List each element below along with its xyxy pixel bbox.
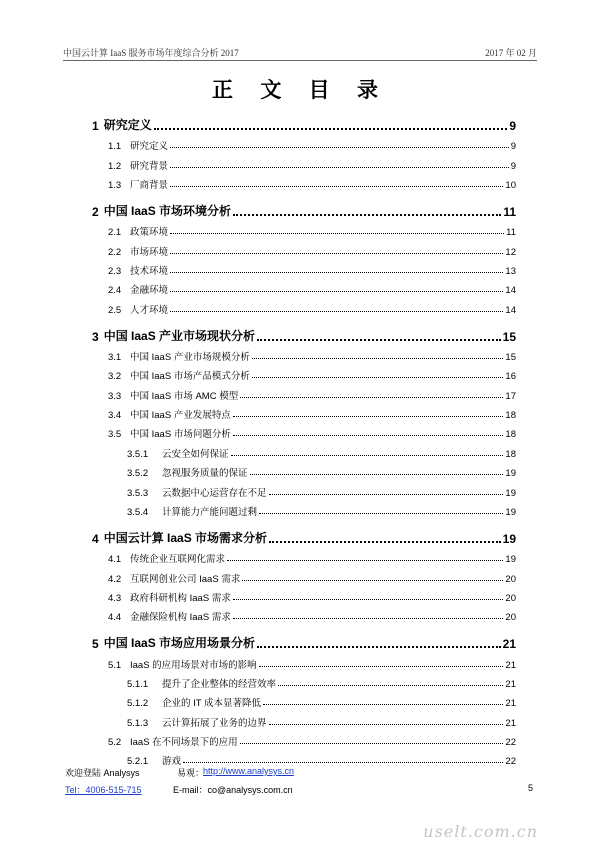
toc-entry[interactable] bbox=[92, 623, 516, 651]
toc-entry[interactable] bbox=[92, 258, 516, 277]
toc-entry-number: 5.1.1 bbox=[127, 678, 149, 690]
toc-entry-number: 3.3 bbox=[108, 390, 122, 402]
toc-entry-number: 3.2 bbox=[108, 371, 122, 383]
toc-entry-number: 4.2 bbox=[108, 573, 122, 585]
toc-entry-title: 研究背景 bbox=[130, 160, 169, 172]
toc-entry-page: 21 bbox=[505, 659, 516, 671]
table-of-contents bbox=[92, 112, 516, 767]
toc-dot-leader bbox=[252, 376, 504, 378]
toc-entry-page: 18 bbox=[505, 448, 516, 460]
toc-dot-leader bbox=[183, 761, 503, 763]
toc-entry-number: 5.1 bbox=[108, 659, 122, 671]
toc-entry[interactable] bbox=[92, 729, 516, 748]
toc-entry-number: 5 bbox=[92, 637, 99, 652]
toc-dot-leader bbox=[259, 512, 503, 514]
toc-entry-number: 5.1.2 bbox=[127, 698, 149, 710]
toc-dot-leader bbox=[170, 146, 509, 148]
toc-dot-leader bbox=[170, 310, 503, 312]
toc-entry-number: 2.1 bbox=[108, 227, 122, 239]
toc-dot-leader bbox=[257, 338, 501, 341]
toc-entry-title: 云安全如何保证 bbox=[162, 448, 229, 460]
toc-entry-number: 3.4 bbox=[108, 410, 122, 422]
toc-entry[interactable] bbox=[92, 518, 516, 546]
toc-entry[interactable] bbox=[92, 296, 516, 315]
toc-entry[interactable] bbox=[92, 748, 516, 767]
toc-entry-number: 3.5.4 bbox=[127, 506, 149, 518]
header-divider bbox=[63, 60, 537, 61]
toc-entry-number: 3.1 bbox=[108, 352, 122, 364]
toc-entry-page: 19 bbox=[505, 468, 516, 480]
toc-dot-leader bbox=[233, 434, 504, 436]
toc-entry[interactable] bbox=[92, 585, 516, 604]
toc-entry[interactable] bbox=[92, 172, 516, 191]
toc-entry-page: 19 bbox=[505, 487, 516, 499]
toc-entry-page: 19 bbox=[505, 554, 516, 566]
toc-entry-page: 22 bbox=[505, 736, 516, 748]
toc-entry-number: 3 bbox=[92, 329, 99, 344]
toc-dot-leader bbox=[269, 723, 504, 725]
toc-entry[interactable] bbox=[92, 604, 516, 623]
toc-dot-leader bbox=[170, 185, 503, 187]
toc-entry-number: 2 bbox=[92, 205, 99, 220]
toc-entry-page: 11 bbox=[503, 205, 516, 220]
toc-dot-leader bbox=[278, 684, 503, 686]
toc-entry[interactable] bbox=[92, 344, 516, 363]
toc-entry-title: 厂商背景 bbox=[130, 180, 169, 192]
toc-entry-page: 22 bbox=[505, 756, 516, 768]
page-title: 正 文 目 录 bbox=[212, 77, 388, 102]
toc-entry[interactable] bbox=[92, 671, 516, 690]
toc-entry[interactable] bbox=[92, 460, 516, 479]
footer-phone-link[interactable]: Tel：4006-515-715 bbox=[65, 785, 142, 795]
toc-entry[interactable] bbox=[92, 440, 516, 459]
toc-entry-number: 3.5.2 bbox=[127, 468, 149, 480]
toc-entry-page: 20 bbox=[505, 592, 516, 604]
footer-website-link[interactable]: http://www.analysys.cn bbox=[203, 766, 295, 776]
toc-entry[interactable] bbox=[92, 363, 516, 382]
toc-entry-page: 9 bbox=[509, 119, 516, 133]
toc-dot-leader bbox=[227, 559, 503, 561]
toc-entry-title: 云数据中心运营存在不足 bbox=[162, 487, 267, 499]
toc-entry-title: 提升了企业整体的经营效率 bbox=[162, 678, 277, 690]
toc-entry-page: 15 bbox=[505, 352, 516, 364]
header-report-title: 中国云计算 IaaS 服务市场年度综合分析 2017 bbox=[63, 48, 239, 58]
toc-entry-title: 中国 IaaS 市场 AMC 模型 bbox=[130, 390, 239, 402]
toc-entry-number: 4.1 bbox=[108, 554, 122, 566]
toc-entry-number: 3.5 bbox=[108, 429, 122, 441]
toc-entry-page: 14 bbox=[505, 285, 516, 297]
toc-entry[interactable] bbox=[92, 238, 516, 257]
toc-entry-title: 中国 IaaS 市场环境分析 bbox=[103, 204, 232, 219]
toc-entry[interactable] bbox=[92, 152, 516, 171]
toc-dot-leader bbox=[252, 357, 504, 359]
page-header bbox=[63, 46, 537, 60]
toc-entry[interactable] bbox=[92, 651, 516, 670]
toc-dot-leader bbox=[170, 166, 509, 168]
toc-entry[interactable] bbox=[92, 565, 516, 584]
toc-dot-leader bbox=[259, 665, 504, 667]
toc-entry-number: 1.3 bbox=[108, 180, 122, 192]
toc-entry-number: 2.5 bbox=[108, 304, 122, 316]
toc-entry-title: 中国云计算 IaaS 市场需求分析 bbox=[103, 530, 268, 545]
toc-dot-leader bbox=[263, 703, 503, 705]
watermark: uselt.com.cn bbox=[423, 822, 538, 841]
toc-entry-page: 12 bbox=[505, 246, 516, 258]
toc-entry[interactable] bbox=[92, 316, 516, 344]
toc-dot-leader bbox=[233, 598, 504, 600]
toc-dot-leader bbox=[250, 473, 504, 475]
toc-entry-page: 9 bbox=[510, 160, 516, 172]
toc-entry[interactable] bbox=[92, 402, 516, 421]
toc-dot-leader bbox=[233, 213, 501, 216]
toc-entry[interactable] bbox=[92, 133, 516, 152]
toc-entry[interactable] bbox=[92, 499, 516, 518]
toc-entry-title: 金融保险机构 IaaS 需求 bbox=[130, 612, 231, 624]
toc-entry-page: 21 bbox=[505, 717, 516, 729]
toc-entry-number: 4.4 bbox=[108, 612, 122, 624]
toc-entry-page: 11 bbox=[506, 227, 516, 239]
toc-entry-title: 忽视服务质量的保证 bbox=[162, 468, 248, 480]
toc-entry-number: 1.1 bbox=[108, 141, 122, 153]
toc-entry-page: 21 bbox=[505, 678, 516, 690]
page-footer bbox=[63, 766, 537, 800]
page-number: 5 bbox=[527, 783, 533, 793]
toc-entry-page: 20 bbox=[505, 573, 516, 585]
toc-entry-title: 中国 IaaS 产业市场现状分析 bbox=[103, 328, 256, 343]
toc-entry[interactable] bbox=[92, 709, 516, 728]
toc-entry-page: 10 bbox=[505, 180, 516, 192]
toc-entry-title: 中国 IaaS 市场应用场景分析 bbox=[103, 636, 256, 651]
toc-entry-page: 18 bbox=[505, 429, 516, 441]
toc-entry[interactable] bbox=[92, 112, 516, 133]
toc-entry-number: 5.2.1 bbox=[127, 756, 149, 768]
toc-entry-number: 1 bbox=[92, 119, 99, 133]
toc-entry[interactable] bbox=[92, 421, 516, 440]
toc-dot-leader bbox=[242, 579, 503, 581]
toc-entry[interactable] bbox=[92, 546, 516, 565]
toc-dot-leader bbox=[233, 415, 504, 417]
toc-entry-title: 互联网创业公司 IaaS 需求 bbox=[130, 573, 241, 585]
toc-dot-leader bbox=[170, 232, 504, 234]
toc-entry-number: 4.3 bbox=[108, 592, 122, 604]
toc-entry-title: 企业的 IT 成本显著降低 bbox=[162, 698, 262, 710]
toc-entry[interactable] bbox=[92, 219, 516, 238]
footer-welcome: 欢迎登陆 Analysys bbox=[65, 768, 140, 778]
toc-dot-leader bbox=[231, 454, 504, 456]
toc-entry-title: 技术环境 bbox=[130, 266, 169, 278]
toc-entry-title: 传统企业互联网化需求 bbox=[130, 554, 226, 566]
toc-entry-title: 政府科研机构 IaaS 需求 bbox=[130, 592, 231, 604]
toc-entry-page: 21 bbox=[505, 698, 516, 710]
toc-entry-title: IaaS 在不同场景下的应用 bbox=[130, 736, 238, 748]
toc-entry-number: 3.5.3 bbox=[127, 487, 149, 499]
toc-dot-leader bbox=[233, 617, 504, 619]
toc-entry-page: 20 bbox=[505, 612, 516, 624]
toc-entry[interactable] bbox=[92, 382, 516, 401]
toc-entry-number: 5.2 bbox=[108, 736, 122, 748]
toc-entry-page: 15 bbox=[502, 329, 516, 344]
toc-dot-leader bbox=[240, 742, 504, 744]
toc-entry-title: 计算能力产能问题过剩 bbox=[162, 506, 258, 518]
toc-dot-leader bbox=[240, 396, 503, 398]
toc-entry-title: 游戏 bbox=[162, 756, 182, 768]
toc-entry[interactable] bbox=[92, 479, 516, 498]
toc-entry[interactable] bbox=[92, 690, 516, 709]
toc-entry-title: 中国 IaaS 产业发展特点 bbox=[130, 410, 231, 422]
footer-site-label: 易观： bbox=[177, 768, 205, 778]
toc-dot-leader bbox=[154, 127, 508, 130]
toc-dot-leader bbox=[257, 645, 501, 648]
toc-entry-number: 3.5.1 bbox=[127, 448, 149, 460]
toc-entry-title: 研究定义 bbox=[103, 118, 152, 132]
toc-entry-page: 19 bbox=[505, 506, 516, 518]
toc-entry-page: 13 bbox=[505, 266, 516, 278]
toc-dot-leader bbox=[170, 271, 503, 273]
toc-entry-title: IaaS 的应用场景对市场的影响 bbox=[130, 659, 257, 671]
toc-entry-page: 14 bbox=[505, 304, 516, 316]
toc-entry-page: 18 bbox=[505, 410, 516, 422]
toc-entry-number: 2.2 bbox=[108, 246, 122, 258]
toc-entry-page: 16 bbox=[505, 371, 516, 383]
toc-entry-title: 中国 IaaS 市场问题分析 bbox=[130, 429, 231, 441]
toc-entry-title: 人才环境 bbox=[130, 304, 169, 316]
toc-dot-leader bbox=[269, 540, 501, 543]
toc-entry-number: 4 bbox=[92, 531, 99, 546]
toc-entry-number: 5.1.3 bbox=[127, 717, 149, 729]
toc-dot-leader bbox=[269, 493, 504, 495]
toc-entry-title: 市场环境 bbox=[130, 246, 169, 258]
toc-entry-page: 21 bbox=[502, 637, 516, 652]
toc-dot-leader bbox=[170, 252, 503, 254]
toc-entry-number: 2.3 bbox=[108, 266, 122, 278]
toc-entry-title: 政策环境 bbox=[130, 227, 169, 239]
toc-entry[interactable] bbox=[92, 277, 516, 296]
toc-entry-title: 云计算拓展了业务的边界 bbox=[162, 717, 267, 729]
toc-entry[interactable] bbox=[92, 191, 516, 219]
toc-entry-title: 金融环境 bbox=[130, 285, 169, 297]
toc-entry-number: 2.4 bbox=[108, 285, 122, 297]
toc-entry-page: 9 bbox=[510, 141, 516, 153]
toc-entry-title: 中国 IaaS 产业市场规模分析 bbox=[130, 352, 250, 364]
toc-entry-page: 17 bbox=[505, 390, 516, 402]
toc-dot-leader bbox=[170, 290, 503, 292]
toc-entry-title: 研究定义 bbox=[130, 141, 169, 153]
footer-email: E-mail：co@analysys.com.cn bbox=[173, 785, 293, 795]
header-date: 2017 年 02 月 bbox=[485, 48, 537, 58]
toc-entry-number: 1.2 bbox=[108, 160, 122, 172]
toc-entry-page: 19 bbox=[502, 531, 516, 546]
toc-entry-title: 中国 IaaS 市场产品模式分析 bbox=[130, 371, 250, 383]
